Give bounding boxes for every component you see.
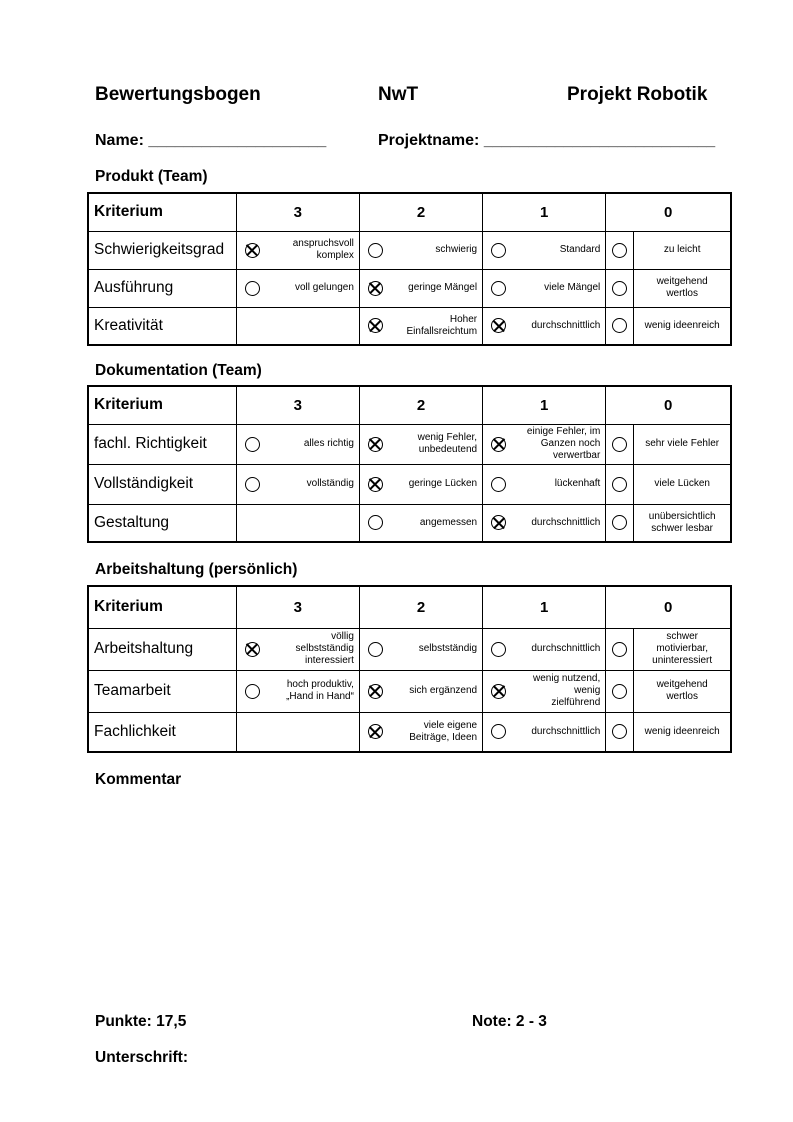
rating-cell (359, 231, 482, 269)
checked-circle-icon[interactable] (368, 724, 383, 739)
rating-label: unübersichtlich schwer lesbar (648, 510, 716, 534)
rating-label: durchschnittlich (531, 643, 601, 654)
project-label: Projekt Robotik (567, 84, 708, 105)
rating-cell (483, 628, 606, 670)
rating-circle-cell (606, 307, 634, 345)
criterion-label: Ausführung (88, 269, 236, 307)
rating-label: einige Fehler, im Ganzen noch verwertbar (526, 426, 601, 461)
empty-circle-icon[interactable] (612, 437, 627, 452)
empty-circle-icon[interactable] (612, 724, 627, 739)
checked-circle-icon[interactable] (491, 437, 506, 452)
subject-label: NwT (378, 84, 419, 105)
rating-label: Standard (559, 244, 601, 255)
table-row (88, 307, 731, 345)
section-title-arbeitshaltung: Arbeitshaltung (persönlich) (95, 561, 298, 578)
rating-circle-cell (606, 231, 634, 269)
rating-cell (236, 712, 359, 752)
rating-cell (634, 424, 731, 464)
column-header: 1 (483, 586, 606, 628)
column-header: 2 (359, 386, 482, 424)
rating-table-arbeitshaltung (87, 585, 732, 753)
table-row (88, 269, 731, 307)
table-header-row (88, 193, 731, 231)
criterion-label: Teamarbeit (88, 670, 236, 712)
column-header: 1 (483, 386, 606, 424)
checked-circle-icon[interactable] (368, 437, 383, 452)
empty-circle-icon[interactable] (612, 318, 627, 333)
rating-cell (236, 307, 359, 345)
rating-cell (483, 504, 606, 542)
rating-cell (483, 424, 606, 464)
rating-cell (634, 504, 731, 542)
rating-cell (236, 424, 359, 464)
empty-circle-icon[interactable] (245, 437, 260, 452)
empty-circle-icon[interactable] (612, 642, 627, 657)
name-field: Name: ____________________ (95, 132, 327, 149)
rating-cell (236, 231, 359, 269)
rating-label: selbstständig (418, 643, 478, 654)
rating-label: wenig ideenreich (644, 319, 720, 331)
rating-cell (359, 670, 482, 712)
column-header: 3 (236, 193, 359, 231)
rating-circle-cell (606, 628, 634, 670)
rating-label: durchschnittlich (531, 319, 601, 331)
rating-label: wenig ideenreich (644, 725, 720, 737)
table-row (88, 670, 731, 712)
rating-label: geringe Mängel (408, 282, 478, 293)
rating-cell (359, 307, 482, 345)
empty-circle-icon[interactable] (368, 243, 383, 258)
rating-label: weitgehend wertlos (656, 276, 708, 299)
rating-cell (359, 628, 482, 670)
empty-circle-icon[interactable] (368, 642, 383, 657)
empty-circle-icon[interactable] (491, 243, 506, 258)
rating-label: durchschnittlich (531, 725, 601, 737)
rating-cell (483, 269, 606, 307)
empty-circle-icon[interactable] (612, 477, 627, 492)
rating-table-produkt (87, 192, 732, 346)
criterion-label: Arbeitshaltung (88, 628, 236, 670)
empty-circle-icon[interactable] (612, 243, 627, 258)
rating-cell (359, 424, 482, 464)
rating-cell (634, 307, 731, 345)
rating-label: schwierig (435, 244, 478, 255)
rating-cell (236, 464, 359, 504)
projektname-field: Projektname: __________________________ (378, 132, 716, 149)
rating-cell (483, 670, 606, 712)
empty-circle-icon[interactable] (491, 281, 506, 296)
rating-label: viele eigene Beiträge, Ideen (409, 719, 478, 743)
column-header: 0 (606, 586, 731, 628)
rating-cell (634, 670, 731, 712)
criterion-label: fachl. Richtigkeit (88, 424, 236, 464)
criterion-label: Fachlichkeit (88, 712, 236, 752)
rating-cell (634, 712, 731, 752)
rating-label: viele Lücken (654, 478, 710, 489)
empty-circle-icon[interactable] (491, 642, 506, 657)
rating-cell (236, 628, 359, 670)
rating-cell (359, 712, 482, 752)
rating-label: schwer motivierbar, uninteressiert (652, 631, 713, 666)
column-header: 0 (606, 386, 731, 424)
column-header: 3 (236, 586, 359, 628)
checked-circle-icon[interactable] (245, 642, 260, 657)
rating-label: geringe Lücken (408, 478, 478, 489)
empty-circle-icon[interactable] (368, 515, 383, 530)
rating-label: viele Mängel (544, 282, 601, 293)
table-row (88, 712, 731, 752)
rating-label: alles richtig (303, 438, 354, 449)
rating-cell (483, 712, 606, 752)
rating-label: hoch produktiv, „Hand in Hand“ (286, 679, 354, 702)
rating-circle-cell (606, 464, 634, 504)
column-header: 0 (606, 193, 731, 231)
criterion-label: Kreativität (88, 307, 236, 345)
empty-circle-icon[interactable] (612, 515, 627, 530)
table-header-row (88, 586, 731, 628)
rating-cell (236, 504, 359, 542)
rating-cell (634, 269, 731, 307)
rating-cell (483, 231, 606, 269)
rating-circle-cell (606, 670, 634, 712)
column-header: 2 (359, 586, 482, 628)
rating-label: sich ergänzend (409, 685, 478, 696)
empty-circle-icon[interactable] (245, 684, 260, 699)
rating-table-dokumentation (87, 385, 732, 543)
checked-circle-icon[interactable] (245, 243, 260, 258)
rating-label: sehr viele Fehler (645, 438, 720, 449)
rating-cell (359, 269, 482, 307)
criterion-label: Gestaltung (88, 504, 236, 542)
grade-value: Note: 2 - 3 (472, 1013, 547, 1030)
rating-label: weitgehend wertlos (656, 679, 708, 702)
checked-circle-icon[interactable] (491, 318, 506, 333)
rating-label: durchschnittlich (531, 516, 601, 528)
criterion-label: Vollständigkeit (88, 464, 236, 504)
column-header: 3 (236, 386, 359, 424)
table-row (88, 231, 731, 269)
empty-circle-icon[interactable] (245, 281, 260, 296)
table-row (88, 504, 731, 542)
table-row (88, 424, 731, 464)
rating-cell (359, 504, 482, 542)
rating-label: anspruchsvoll komplex (292, 238, 354, 261)
rating-label: angemessen (419, 516, 478, 528)
checked-circle-icon[interactable] (491, 684, 506, 699)
points-value: Punkte: 17,5 (95, 1013, 187, 1030)
rating-cell (634, 231, 731, 269)
empty-circle-icon[interactable] (245, 477, 260, 492)
rating-label: vollständig (306, 478, 354, 489)
signature-label: Unterschrift: (95, 1049, 189, 1066)
document-title: Bewertungsbogen (95, 84, 261, 105)
rating-cell (634, 464, 731, 504)
rating-cell (483, 464, 606, 504)
checked-circle-icon[interactable] (368, 684, 383, 699)
rating-cell (483, 307, 606, 345)
checked-circle-icon[interactable] (368, 318, 383, 333)
empty-circle-icon[interactable] (612, 684, 627, 699)
table-header-row (88, 386, 731, 424)
checked-circle-icon[interactable] (368, 477, 383, 492)
table-row (88, 464, 731, 504)
column-header: 1 (483, 193, 606, 231)
rating-cell (236, 670, 359, 712)
empty-circle-icon[interactable] (612, 281, 627, 296)
column-header: Kriterium (88, 386, 236, 424)
rating-cell (236, 269, 359, 307)
checked-circle-icon[interactable] (491, 515, 506, 530)
rating-circle-cell (606, 269, 634, 307)
rating-label: lückenhaft (554, 478, 601, 489)
rating-circle-cell (606, 504, 634, 542)
rating-label: zu leicht (663, 244, 701, 255)
empty-circle-icon[interactable] (491, 477, 506, 492)
column-header: Kriterium (88, 193, 236, 231)
rating-label: voll gelungen (294, 282, 354, 293)
checked-circle-icon[interactable] (368, 281, 383, 296)
section-title-produkt: Produkt (Team) (95, 168, 208, 185)
comment-label: Kommentar (95, 771, 182, 788)
rating-cell (359, 464, 482, 504)
table-row (88, 628, 731, 670)
section-title-dokumentation: Dokumentation (Team) (95, 362, 262, 379)
rating-circle-cell (606, 424, 634, 464)
rating-label: völlig selbstständig interessiert (295, 631, 354, 666)
column-header: 2 (359, 193, 482, 231)
rating-label: Hoher Einfallsreichtum (406, 313, 478, 337)
criterion-label: Schwierigkeitsgrad (88, 231, 236, 269)
rating-cell (634, 628, 731, 670)
empty-circle-icon[interactable] (491, 724, 506, 739)
column-header: Kriterium (88, 586, 236, 628)
rating-circle-cell (606, 712, 634, 752)
rating-label: wenig nutzend, wenig zielführend (533, 673, 601, 708)
rating-label: wenig Fehler, unbedeutend (417, 432, 478, 455)
